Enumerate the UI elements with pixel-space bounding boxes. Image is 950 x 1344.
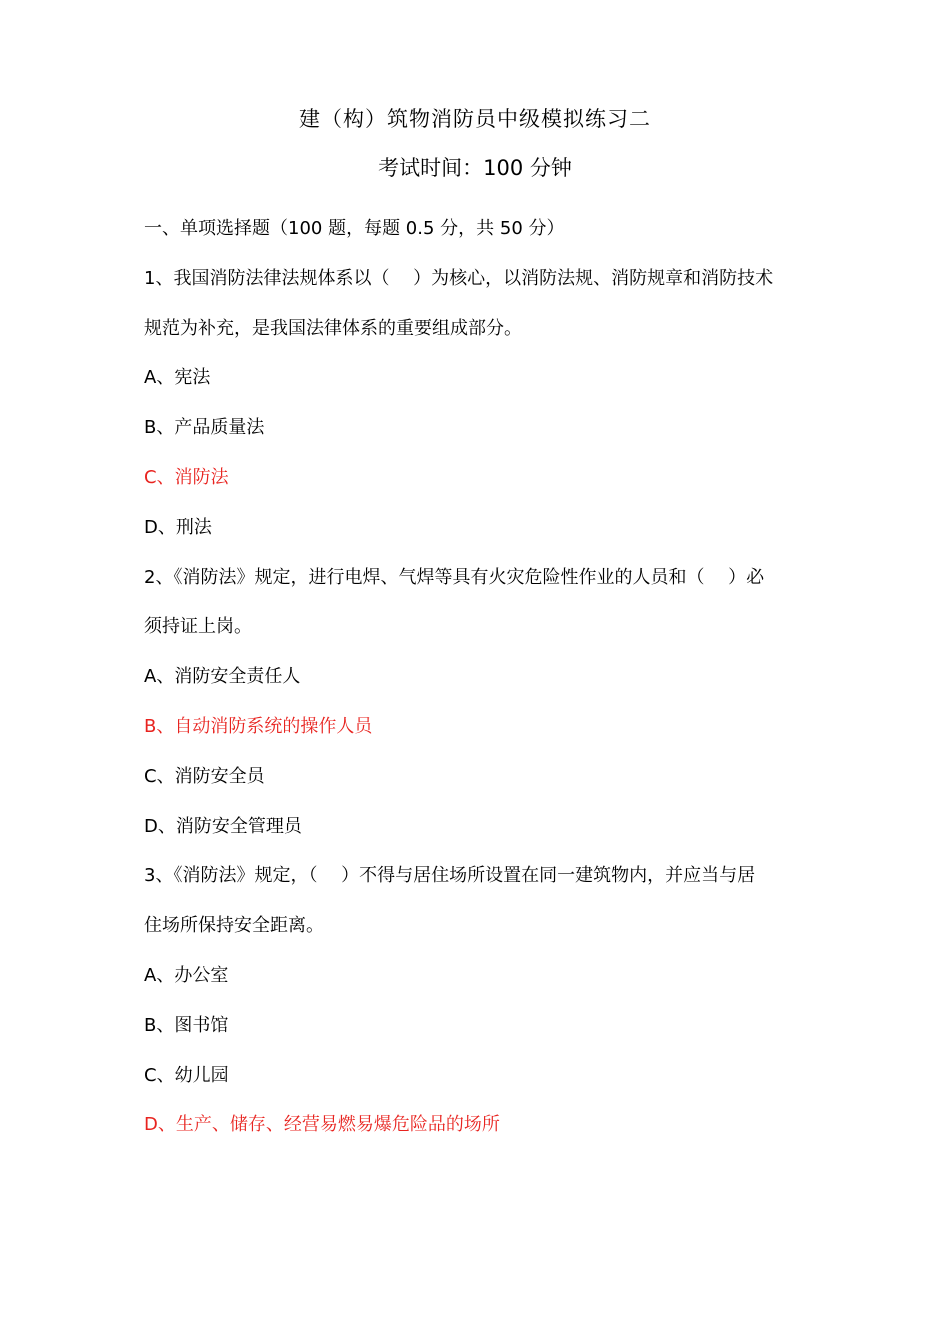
document-title: 建（构）筑物消防员中级模拟练习二 [299,107,651,131]
option-b: B、图书馆 [144,1014,229,1036]
option-a: A、宪法 [144,367,211,389]
question-3 [144,851,814,1150]
question-stem-line: 规范为补充，是我国法律体系的重要组成部分。 [144,317,522,339]
question-stem-line: 3、《消防法》规定，（ ）不得与居住场所设置在同一建筑物内，并应当与居 [144,865,756,887]
option-d-correct-answer: D、生产、储存、经营易燃易爆危险品的场所 [144,1114,500,1136]
option-b-correct-answer: B、自动消防系统的操作人员 [144,715,373,737]
question-stem-line: 2、《消防法》规定，进行电焊、气焊等具有火灾危险性作业的人员和（ ）必 [144,566,765,588]
question-2 [144,553,814,852]
option-c: C、幼儿园 [144,1064,229,1086]
option-b: B、产品质量法 [144,417,265,439]
option-c: C、消防安全员 [144,765,265,787]
section-heading: 一、单项选择题（100 题，每题 0.5 分，共 50 分） [144,218,565,239]
question-stem-line: 须持证上岗。 [144,616,252,638]
question-stem-line: 1、我国消防法律法规体系以（ ）为核心，以消防法规、消防规章和消防技术 [144,267,774,289]
exam-duration: 考试时间：100 分钟 [378,156,572,180]
question-stem-line: 住场所保持安全距离。 [144,915,324,937]
document-body [144,204,814,1150]
option-a: A、消防安全责任人 [144,666,301,688]
option-a: A、办公室 [144,964,229,986]
option-d: D、消防安全管理员 [144,815,302,837]
option-c-correct-answer: C、消防法 [144,466,229,488]
option-d: D、刑法 [144,516,212,538]
question-1 [144,254,814,553]
